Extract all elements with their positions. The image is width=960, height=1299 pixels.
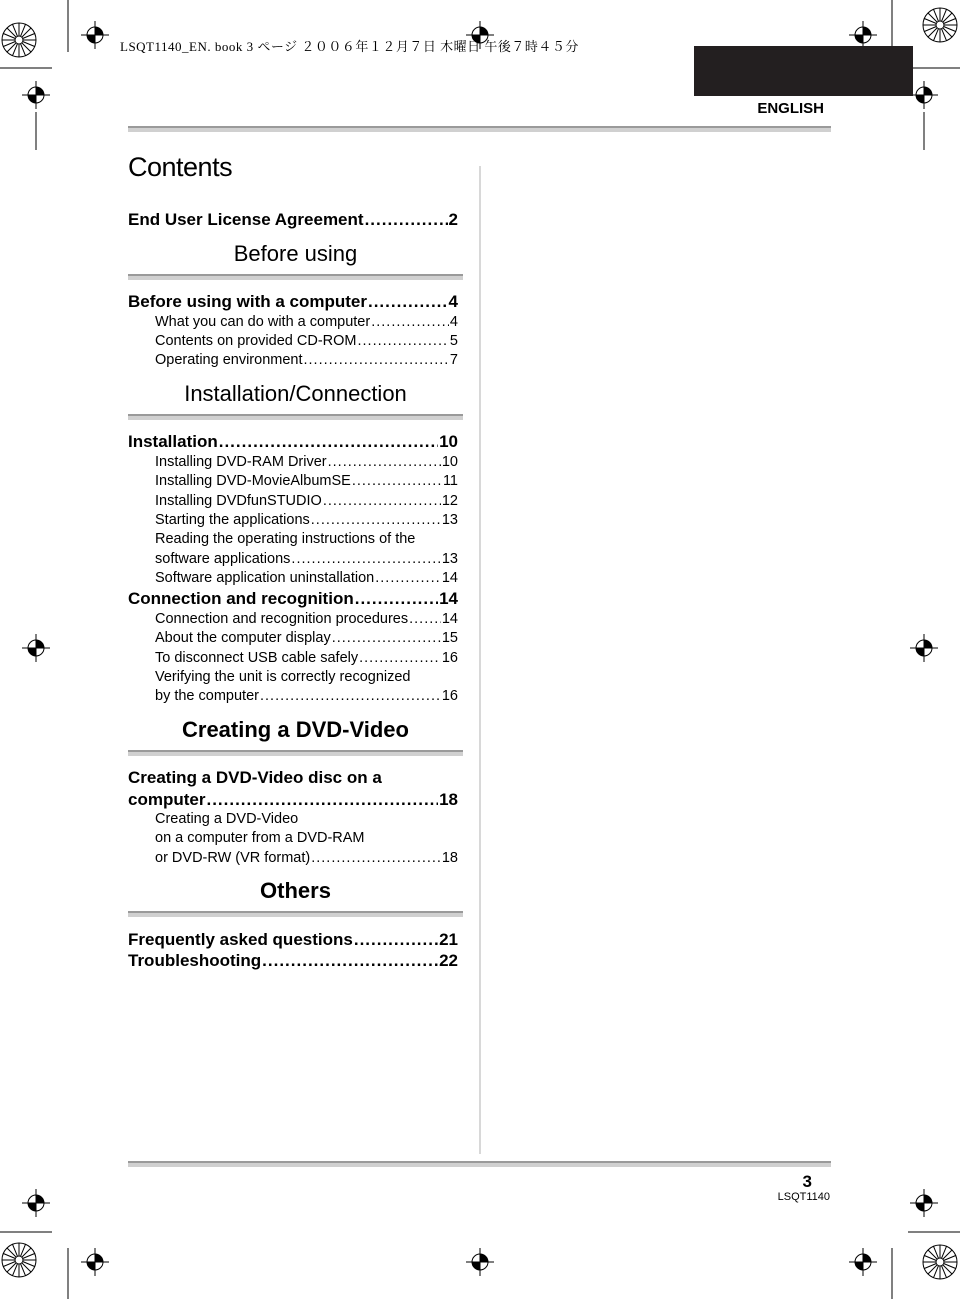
section-heading-others: Others	[260, 878, 331, 903]
toc-subentry-line[interactable]: on a computer from a DVD-RAM	[155, 830, 365, 846]
print-header: LSQT1140_EN. book 3 ページ ２００６年１２月７日 木曜日 午後７時４５分	[120, 39, 579, 54]
header-rule	[128, 126, 831, 132]
toc-subentry-line[interactable]: Creating a DVD-Video	[155, 811, 299, 827]
page-number: 3	[802, 1172, 812, 1191]
toc-subentry[interactable]: Contents on provided CD-ROM ..... 5	[155, 333, 458, 349]
section-rule	[128, 414, 463, 420]
section-heading-installation: Installation/Connection	[184, 381, 407, 406]
toc-entry-faq[interactable]: Frequently asked questions ..... 21	[128, 930, 458, 950]
page-title: Contents	[128, 152, 233, 182]
section-rule	[128, 750, 463, 756]
toc-subentry[interactable]: software applications ..... 13	[155, 551, 458, 567]
toc-entry-creating[interactable]: computer ..... 18	[128, 790, 458, 810]
toc-entry-line[interactable]: Creating a DVD-Video disc on a	[128, 768, 382, 787]
toc-subentry[interactable]: or DVD-RW (VR format) ..... 18	[155, 850, 458, 866]
toc-subentry[interactable]: Starting the applications ..... 13	[155, 512, 458, 528]
language-tab-block	[694, 46, 913, 96]
section-heading-before-using: Before using	[233, 241, 358, 266]
toc-entry-connection[interactable]: Connection and recognition ..... 14	[128, 589, 458, 609]
footer-rule	[128, 1161, 831, 1167]
toc-subentry[interactable]: Installing DVD-RAM Driver ..... 10	[155, 454, 458, 470]
toc-subentry[interactable]: Installing DVD-MovieAlbumSE ..... 11	[155, 473, 458, 489]
toc-entry-installation[interactable]: Installation ..... 10	[128, 432, 458, 452]
toc-entry-troubleshooting[interactable]: Troubleshooting ..... 22	[128, 951, 458, 971]
column-divider	[479, 166, 481, 1154]
toc-subentry[interactable]: Software application uninstallation ..... 14	[155, 570, 458, 586]
document-code: LSQT1140	[777, 1191, 830, 1203]
section-heading-creating-dvd: Creating a DVD-Video	[182, 717, 409, 742]
toc-subentry[interactable]: by the computer ..... 16	[155, 688, 458, 704]
toc-entry-before-using[interactable]: Before using with a computer ..... 4	[128, 292, 458, 312]
toc-subentry[interactable]: About the computer display ..... 15	[155, 630, 458, 646]
toc-subentry[interactable]: Connection and recognition procedures ..... 14	[155, 611, 458, 627]
toc-subentry-line[interactable]: Reading the operating instructions of the	[155, 531, 416, 547]
toc-subentry-line[interactable]: Verifying the unit is correctly recognized	[155, 669, 411, 685]
toc-subentry[interactable]: Operating environment ..... 7	[155, 352, 458, 368]
toc-subentry[interactable]: To disconnect USB cable safely ..... 16	[155, 650, 458, 666]
section-rule	[128, 911, 463, 917]
toc-subentry[interactable]: What you can do with a computer ..... 4	[155, 314, 458, 330]
language-label: ENGLISH	[757, 100, 824, 117]
toc-subentry[interactable]: Installing DVDfunSTUDIO ..... 12	[155, 493, 458, 509]
section-rule	[128, 274, 463, 280]
toc-entry-eula[interactable]: End User License Agreement ..... 2	[128, 210, 458, 230]
